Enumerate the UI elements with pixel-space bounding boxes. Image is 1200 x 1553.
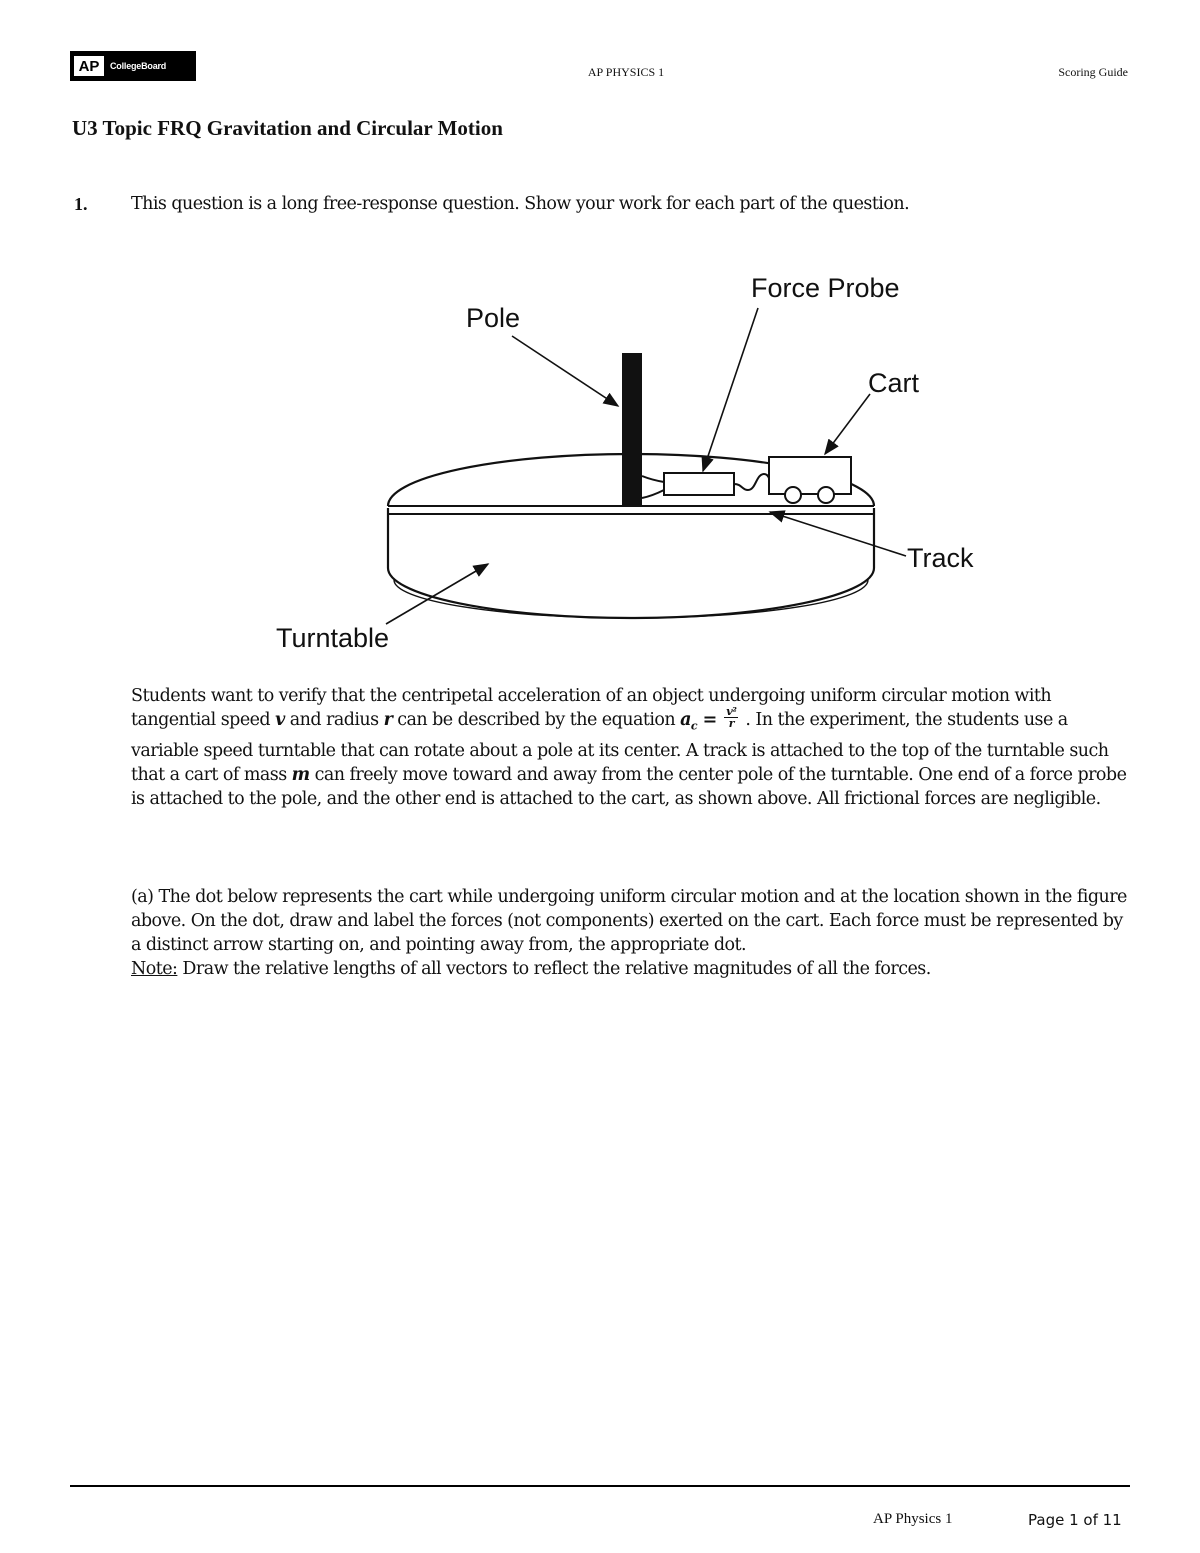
part-a-prompt: (a) The dot below represents the cart while undergoing uniform circular motion and at the location shown in the figure above. On the dot, draw and label the forces (not components) exerted on the cart. Each force must be represented by a distinct arrow starting on, and pointing away from, the appropriate dot. Note: Draw the relative lengths of all vectors to reflect the relative magnitudes of all the forces. bbox=[131, 887, 1127, 979]
footer-course: AP Physics 1 bbox=[873, 1511, 953, 1527]
page-number: Page 1 of 11 bbox=[1028, 1511, 1122, 1529]
header-guide-type: Scoring Guide bbox=[1058, 65, 1128, 79]
centripetal-equation: $a_c$ = $\frac{\text{v²}}{r}$ bbox=[680, 705, 737, 733]
cart-pointer-arrow bbox=[825, 394, 870, 454]
header-subject: AP PHYSICS 1 bbox=[587, 65, 665, 79]
pole-pointer-arrow bbox=[512, 336, 618, 406]
collegeboard-wordmark: CollegeBoard bbox=[110, 61, 167, 71]
track-pointer-arrow bbox=[770, 512, 906, 556]
experiment-description: Students want to verify that the centripetal acceleration of an object undergoing uniform circular motion with tangential speed v and radius r can be described by the equation $a_c$ = $\frac{\text{v²}}{r}$ . In the experiment, the students use a variable speed turntable that can rotate about a pole at its center. A track is attached to the top of the turntable such that a cart of mass m can freely move toward and away from the center pole of the turntable. One end of a force probe is attached to the pole, and the other end is attached to the cart, as shown above. All frictional forces are negligible. bbox=[131, 686, 1127, 809]
question-intro: This question is a long free-response question. Show your work for each part of the question. bbox=[131, 194, 910, 214]
track-label: Track bbox=[907, 543, 974, 573]
cart-label: Cart bbox=[868, 368, 920, 398]
footer-divider bbox=[70, 1485, 1130, 1487]
force-probe-label: Force Probe bbox=[751, 273, 900, 303]
pole-drawing bbox=[622, 353, 642, 505]
turntable-apparatus-figure bbox=[270, 268, 990, 658]
question-number: 1. bbox=[74, 194, 88, 214]
ap-logo-mark: AP bbox=[74, 56, 104, 76]
radius-variable: r bbox=[383, 710, 393, 730]
pole-label: Pole bbox=[466, 303, 521, 333]
equation-fraction: $\frac{\text{v²}}{r}$ bbox=[726, 705, 737, 730]
page-title: U3 Topic FRQ Gravitation and Circular Motion bbox=[72, 116, 503, 140]
note-label: Note: bbox=[131, 959, 178, 979]
force-probe-pointer-arrow bbox=[703, 308, 758, 471]
turntable-label: Turntable bbox=[276, 623, 390, 653]
mass-variable: m bbox=[291, 764, 310, 785]
speed-variable: v bbox=[275, 710, 285, 730]
turntable-pointer-arrow bbox=[386, 564, 488, 624]
